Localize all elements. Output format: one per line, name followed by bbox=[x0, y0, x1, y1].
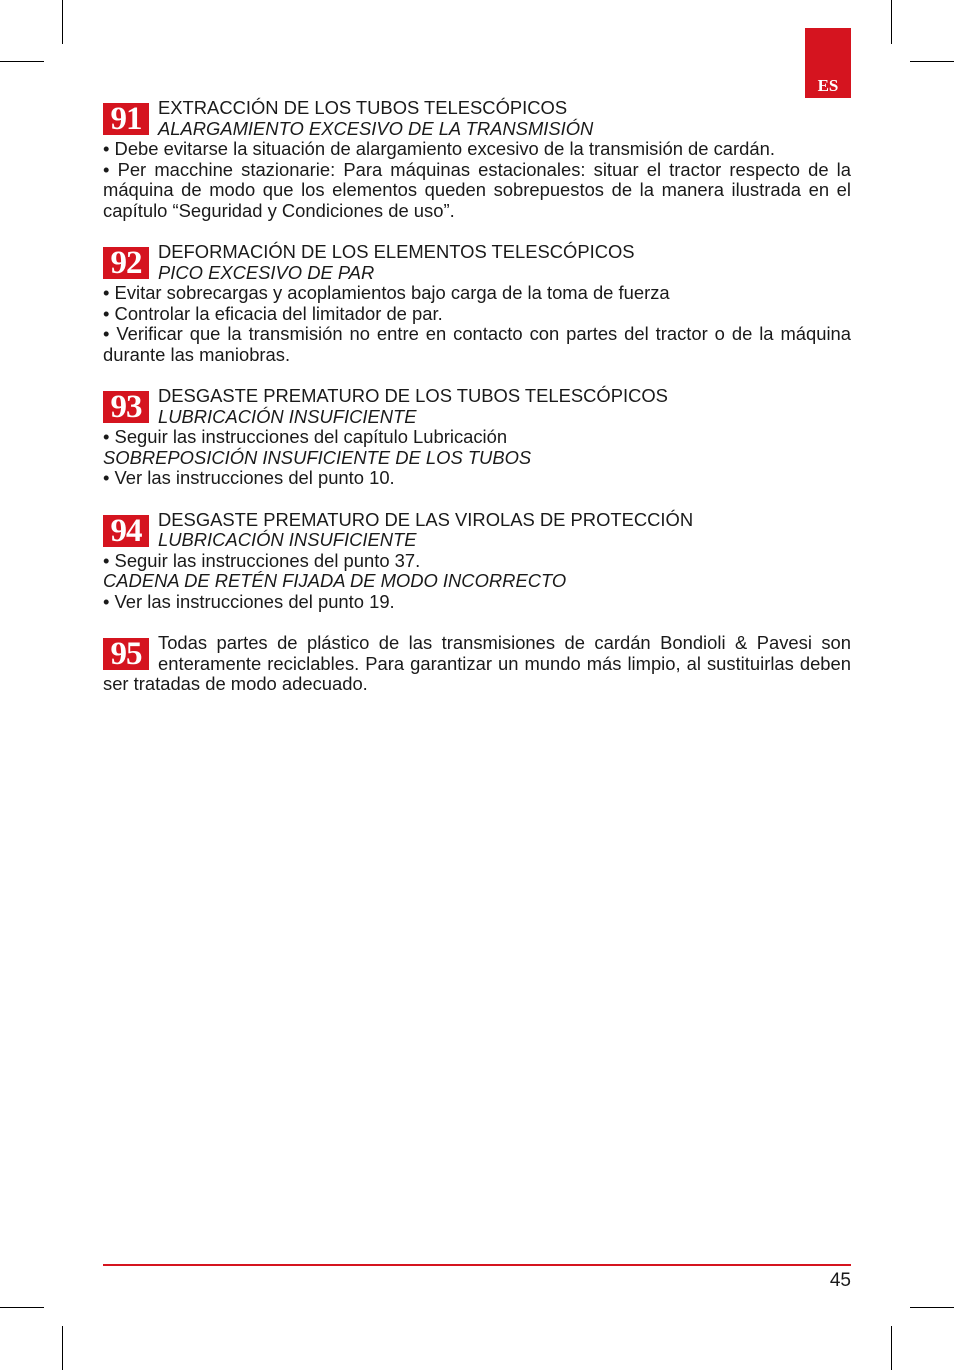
section-paragraph bbox=[103, 633, 851, 695]
section-91 bbox=[103, 98, 851, 221]
section-body bbox=[103, 139, 851, 221]
bullet-line: • Seguir las instrucciones del capítulo Lubricación bbox=[103, 426, 508, 447]
bullet-line: • Debe evitarse la situación de alargamiento excesivo de la transmisión de cardán. bbox=[103, 138, 775, 159]
section-title: EXTRACCIÓN DE LOS TUBOS TELESCÓPICOS bbox=[158, 97, 568, 118]
crop-mark bbox=[910, 61, 954, 62]
crop-mark bbox=[0, 61, 44, 62]
page-content bbox=[103, 98, 851, 695]
crop-mark bbox=[62, 0, 63, 44]
footer-rule bbox=[103, 1264, 851, 1266]
section-subtitle: PICO EXCESIVO DE PAR bbox=[158, 261, 375, 283]
section-subtitle: ALARGAMIENTO EXCESIVO DE LA TRANSMISIÓN bbox=[158, 117, 594, 139]
section-body bbox=[103, 427, 851, 489]
section-number: 92 bbox=[103, 247, 149, 279]
crop-mark bbox=[62, 1326, 63, 1370]
crop-mark bbox=[891, 1326, 892, 1370]
section-title: DEFORMACIÓN DE LOS ELEMENTOS TELESCÓPICOS bbox=[158, 241, 635, 262]
paragraph-text: Todas partes de plástico de las transmisiones de cardán Bondioli & Pavesi son enteramente reciclables. Para garantizar un mundo más limpio, al sustituirlas deben ser tratadas de modo adecuado. bbox=[103, 632, 851, 694]
crop-mark bbox=[0, 1307, 44, 1308]
bullet-line: • Ver las instrucciones del punto 19. bbox=[103, 590, 395, 612]
section-subtitle: LUBRICACIÓN INSUFICIENTE bbox=[158, 405, 417, 427]
sub-heading: SOBREPOSICIÓN INSUFICIENTE DE LOS TUBOS bbox=[103, 446, 532, 468]
section-number: 91 bbox=[103, 103, 149, 135]
section-subtitle: LUBRICACIÓN INSUFICIENTE bbox=[158, 529, 417, 550]
crop-mark bbox=[910, 1307, 954, 1308]
section-93 bbox=[103, 386, 851, 489]
section-95 bbox=[103, 633, 851, 695]
section-body bbox=[103, 551, 851, 613]
sub-heading: CADENA DE RETÉN FIJADA DE MODO INCORRECTO bbox=[103, 570, 567, 591]
section-heading bbox=[103, 510, 851, 551]
section-heading bbox=[103, 98, 851, 139]
section-title: DESGASTE PREMATURO DE LOS TUBOS TELESCÓPICOS bbox=[158, 385, 668, 406]
page-number: 45 bbox=[829, 1270, 851, 1291]
bullet-line: • Verificar que la transmisión no entre en contacto con partes del tractor o de la máquina durante las maniobras. bbox=[103, 323, 851, 365]
section-heading bbox=[103, 242, 851, 283]
section-title: DESGASTE PREMATURO DE LAS VIROLAS DE PROTECCIÓN bbox=[158, 508, 694, 530]
bullet-line: • Ver las instrucciones del punto 10. bbox=[103, 467, 395, 488]
bullet-line: • Seguir las instrucciones del punto 37. bbox=[103, 549, 421, 571]
section-number: 95 bbox=[103, 638, 149, 670]
bullet-line: • Evitar sobrecargas y acoplamientos bajo carga de la toma de fuerza bbox=[103, 282, 670, 303]
crop-mark bbox=[891, 0, 892, 44]
bullet-line: • Per macchine stazionarie: Para máquinas estacionales: situar el tractor respecto de la máquina de modo que los elementos queden sobrepuestos de la manera ilustrada en el capítulo “Seguridad y Condiciones de uso”. bbox=[103, 158, 851, 221]
section-92 bbox=[103, 242, 851, 365]
section-number: 94 bbox=[103, 515, 149, 547]
section-number: 93 bbox=[103, 391, 149, 423]
language-tab: ES bbox=[805, 28, 851, 98]
bullet-line: • Controlar la eficacia del limitador de par. bbox=[103, 302, 443, 324]
section-heading bbox=[103, 386, 851, 427]
section-94 bbox=[103, 510, 851, 613]
section-body bbox=[103, 283, 851, 365]
